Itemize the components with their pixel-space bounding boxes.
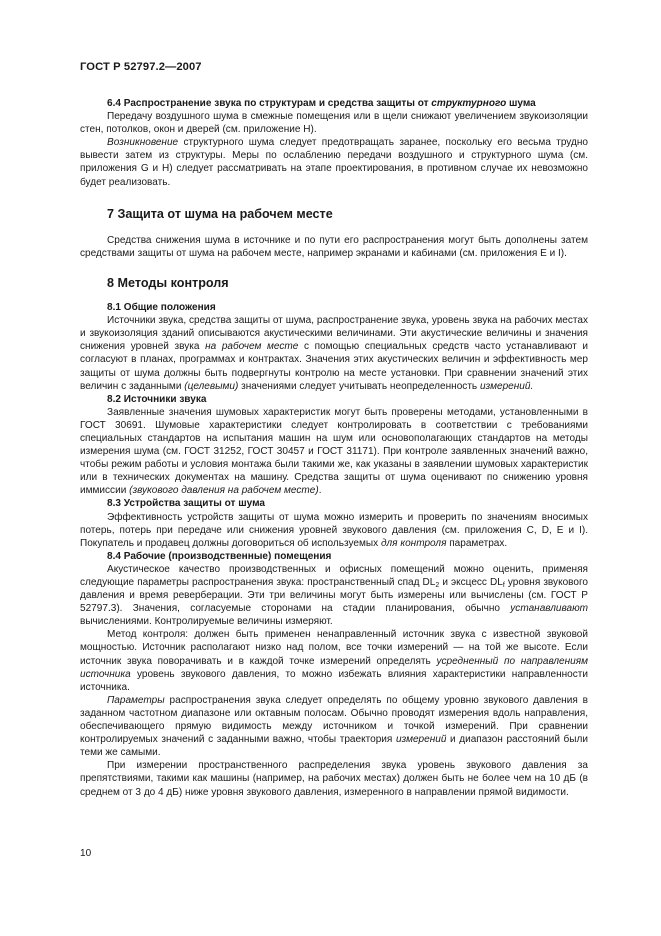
paragraph: При измерении пространственного распределения звука уровень звукового давления за препятствиями, такими как машины (например, на рабочих местах) должен быть не более чем на 10 дБ (в среднем от 3 до 4 дБ) ниже уровня звукового давления, измеренного в направлении прямой видимости. (80, 760, 588, 798)
paragraph: Акустическое качество производственных и офисных помещений можно оценить, применяя следующие параметры распространения звука: пространственный спад $DL_2$ и эксцесс $DL_f$ уровня звукового давления и время реверберации. Эти три величины могут быть измерены или вычислены (см. ГОСТ Р 52797.3). Значения, согласуемые сторонами на стадии планирования, обычно устанавливают вычислениями. Контролируемые величины измеряют. (80, 563, 589, 628)
page-content (80, 97, 588, 799)
paragraph: Средства снижения шума в источнике и по пути его распространения могут быть дополнены затем средствами защиты от шума на рабочем месте, например экранами и кабинами (см. приложения E и I). (80, 234, 588, 259)
section-8-title: 8 Методы контроля (107, 275, 229, 290)
page-number: 10 (80, 848, 92, 859)
paragraph: Заявленные значения шумовых характеристик могут быть проверены методами, установленными в ГОСТ 30691. Шумовые характеристики следует контролировать в соответствии с требованиями специальных стандартов на испытания машин на шум или основополагающих стандартов на методы измерения шума (см. ГОСТ 31252, ГОСТ 30457 и ГОСТ 31171). При контроле заявленных значений важно, чтобы режим работы и условия монтажа были такими же, как указаны в заявлении шумовых характеристик или в технических документах на машину. Средства защиты от шума оценивают по снижению уровня иммиссии (звукового давления на рабочем месте). (80, 406, 588, 497)
section-8-3-title: 8.3 Устройства защиты от шума (107, 498, 265, 510)
document-header: ГОСТ Р 52797.2—2007 (80, 61, 202, 73)
paragraph: Параметры распространения звука следует определять по общему уровню звукового давления в заданном частотном диапазоне или октавным полосам. Обычно проводят измерения вдоль направления, обеспечивающего прямую видимость между источником и точкой измерений. При сравнении контролируемых значений с заданными важно, чтобы траектория измерений и диапазон расстояний были теми же самыми. (80, 694, 588, 759)
section-8-1-title: 8.1 Общие положения (107, 302, 216, 314)
section-8-2-title: 8.2 Источники звука (107, 393, 207, 405)
section-8-4-title: 8.4 Рабочие (производственные) помещения (107, 550, 332, 562)
paragraph: Источники звука, средства защиты от шума, распространение звука, уровень звука на рабочих местах и звукоизоляция зданий описываются акустическими величинами. Эти акустические величины и значения снижения уровней звука на рабочем месте с помощью специальных средств часто устанавливают и согласуют в планах, программах и контрактах. Значения этих акустических величин и эффективность мер защиты от шума должны быть подвергнуты контролю на месте установки. При сравнении значений этих величин с заданными (целевыми) значениями следует учитывать неопределенность измерений. (80, 315, 588, 392)
paragraph: Метод контроля: должен быть применен ненаправленный источник звука с известной звуковой мощностью. Источник располагают низко над полом, все точки измерений — на той же высоте. Если источник звука поворачивать и в каждой точке измерений определять усредненный по направлениям источника уровень звукового давления, то можно избежать влияния характеристики направленности источника. (80, 629, 588, 693)
paragraph: Эффективность устройств защиты от шума можно измерить и проверить по значениям вносимых потерь, потерь при передаче или снижения уровней звукового давления (см. приложения C, D, E и I). Покупатель и продавец должны договориться об используемых для контроля параметрах. (80, 511, 588, 549)
paragraph: Передачу воздушного шума в смежные помещения или в щели снижают увеличением звукоизоляции стен, потолков, окон и дверей (см. приложение H). (80, 111, 588, 136)
section-6-4-title: 6.4 Распространение звука по структурам и средства защиты от структурного шума (107, 98, 536, 109)
section-7-title: 7 Защита от шума на рабочем месте (107, 206, 333, 221)
paragraph: Возникновение структурного шума следует предотвращать заранее, поскольку его весьма трудно вывести затем из структуры. Меры по ослаблению передачи воздушного и структурного шума (см. приложения G и H) следует рассматривать на этапе проектирования, в противном случае их невозможно будет реализовать. (80, 137, 588, 188)
